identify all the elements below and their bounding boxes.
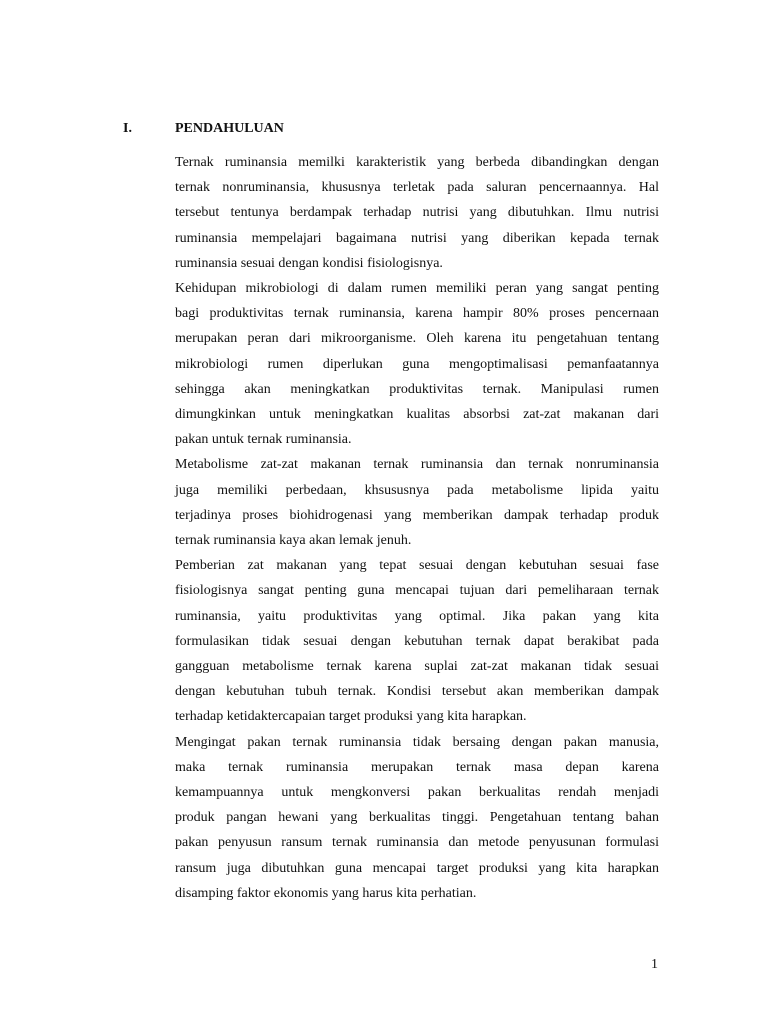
text-line: maka ternak ruminansia merupakan ternak masa depan karena [175,759,659,775]
text-line: ruminansia, yaitu produktivitas yang optimal. Jika pakan yang kita [175,608,659,624]
text-line: merupakan peran dari mikroorganisme. Oleh karena itu pengetahuan tentang [175,331,659,347]
paragraph-future-livestock [175,730,659,906]
text-line: Kehidupan mikrobiologi di dalam rumen memiliki peran yang sangat penting [175,281,659,297]
text-line: dimungkinkan untuk meningkatkan kualitas absorbsi zat-zat makanan dari [175,407,659,423]
text-line: mikrobiologi rumen diperlukan guna mengoptimalisasi pemanfaatannya [175,356,659,372]
paragraph-ruminant-characteristics [175,150,659,276]
text-line: juga memiliki perbedaan, khsususnya pada metabolisme lipida yaitu [175,482,659,498]
text-line: sehingga akan meningkatkan produktivitas ternak. Manipulasi rumen [175,381,659,397]
text-line: terhadap ketidaktercapaian target produksi yang kita harapkan. [175,709,527,725]
text-line: ruminansia mempelajari bagaimana nutrisi yang diberikan kepada ternak [175,230,659,246]
paragraph-rumen-microbiology [175,276,659,452]
paragraph-feeding [175,553,659,729]
text-line: Pemberian zat makanan yang tepat sesuai dengan kebutuhan sesuai fase [175,558,659,574]
text-line: ruminansia sesuai dengan kondisi fisiologisnya. [175,255,443,271]
text-line: Ternak ruminansia memilki karakteristik yang berbeda dibandingkan dengan [175,155,659,170]
text-line: pakan penyusun ransum ternak ruminansia dan metode penyusunan formulasi [175,835,659,851]
text-line: ternak ruminansia kaya akan lemak jenuh. [175,533,412,549]
text-line: produk pangan hewani yang berkualitas tinggi. Pengetahuan tentang bahan [175,810,659,826]
text-line: fisiologisnya sangat penting guna mencapai tujuan dari pemeliharaan ternak [175,583,659,599]
text-line: bagi produktivitas ternak ruminansia, karena hampir 80% proses pencernaan [175,306,659,322]
text-line: ternak nonruminansia, khususnya terletak pada saluran pencernaannya. Hal [175,180,659,196]
text-line: pakan untuk ternak ruminansia. [175,432,352,448]
text-line: terjadinya proses biohidrogenasi yang memberikan dampak terhadap produk [175,507,659,523]
text-line: gangguan metabolisme ternak karena suplai zat-zat makanan tidak sesuai [175,659,659,675]
page-number: 1 [651,957,658,972]
text-line: Metabolisme zat-zat makanan ternak ruminansia dan ternak nonruminansia [175,457,659,473]
text-line: disamping faktor ekonomis yang harus kita perhatian. [175,885,477,901]
text-line: ransum juga dibutuhkan guna mencapai target produksi yang kita harapkan [175,860,659,876]
text-line: dengan kebutuhan tubuh ternak. Kondisi tersebut akan memberikan dampak [175,684,659,700]
text-line: kemampuannya untuk mengkonversi pakan berkualitas rendah menjadi [175,785,659,801]
paragraph-metabolism [175,452,659,553]
section-title: PENDAHULUAN [175,121,284,136]
text-line: formulasikan tidak sesuai dengan kebutuhan ternak dapat berakibat pada [175,633,659,649]
text-line: tersebut tentunya berdampak terhadap nutrisi yang dibutuhkan. Ilmu nutrisi [175,205,659,221]
body-text [175,150,659,906]
text-line: Mengingat pakan ternak ruminansia tidak bersaing dengan pakan manusia, [175,734,659,750]
section-number: I. [123,121,132,136]
